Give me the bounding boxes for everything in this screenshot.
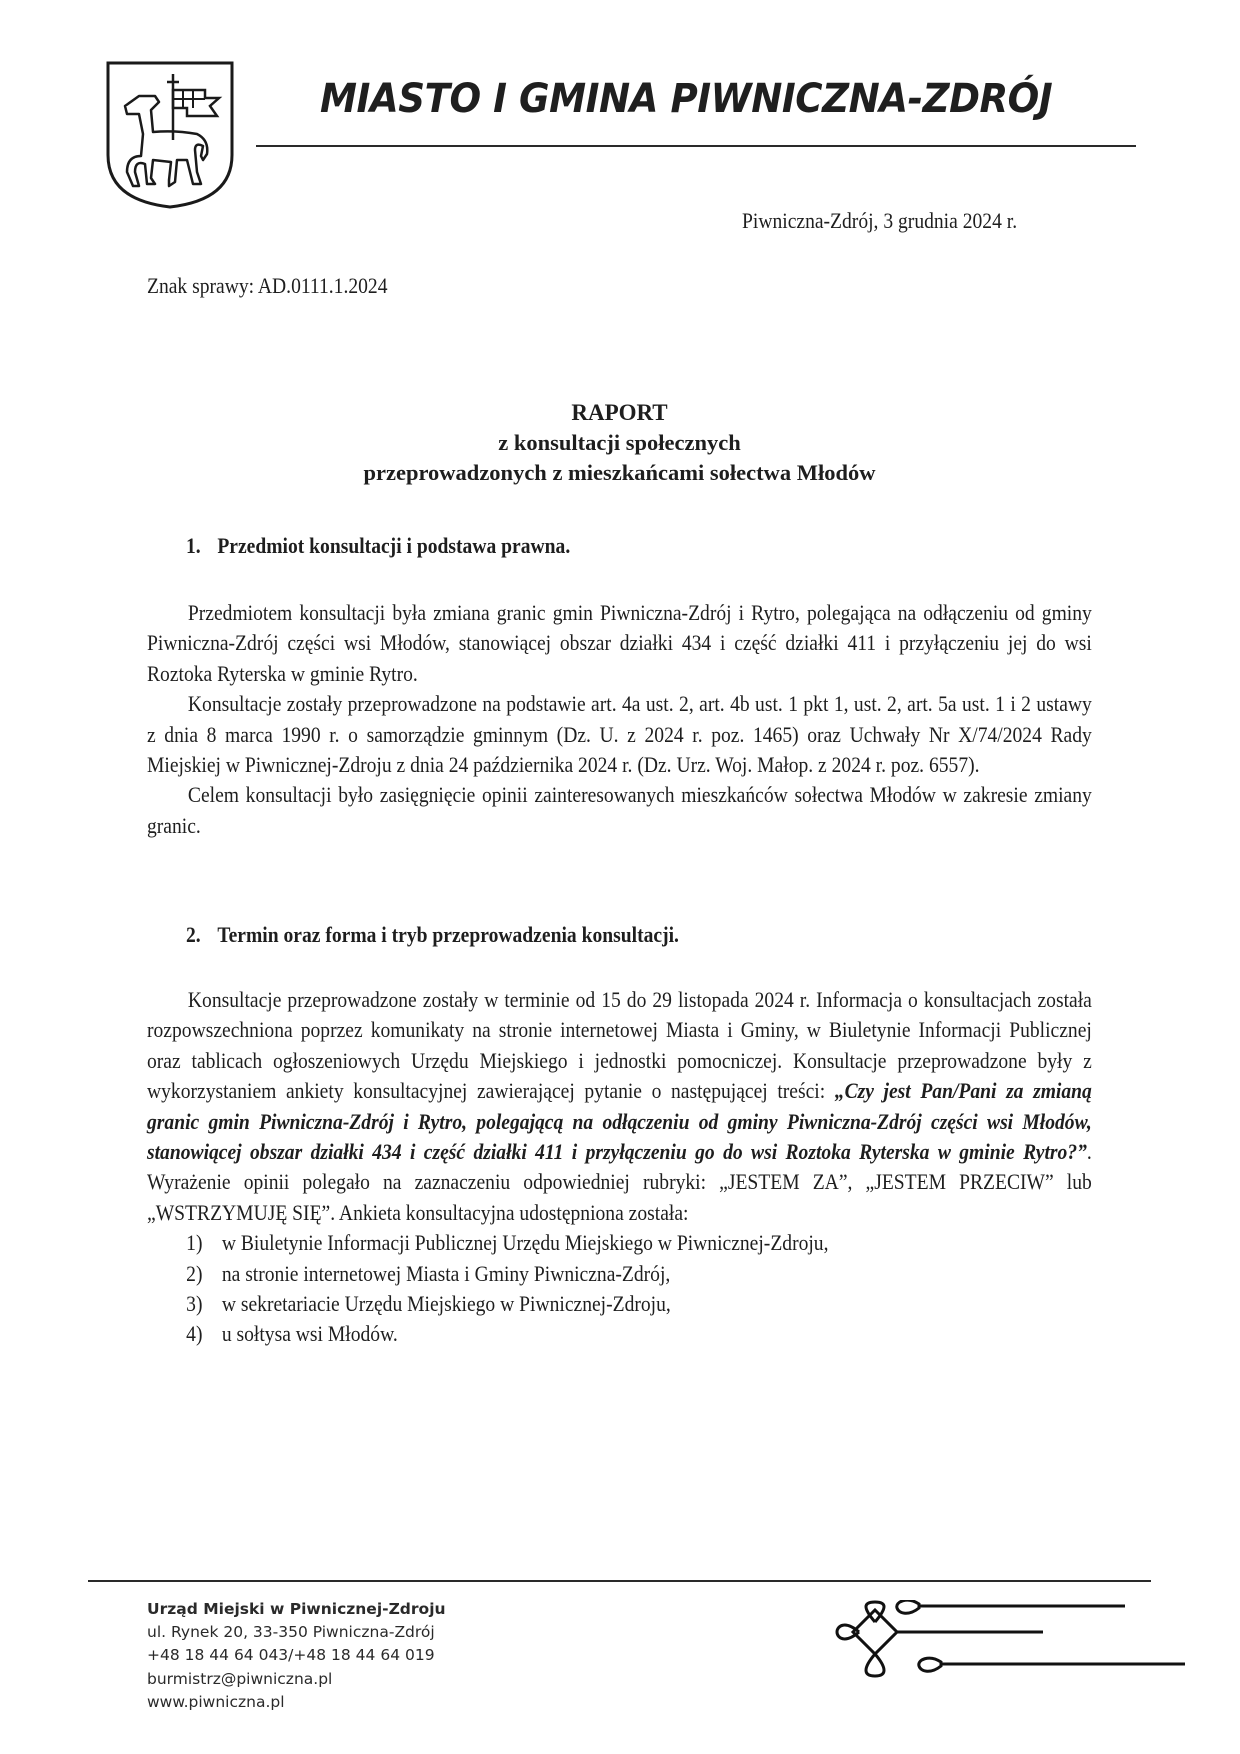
report-title-block [147, 398, 1092, 488]
list-text: u sołtysa wsi Młodów. [221, 1321, 398, 1347]
footer-email[interactable]: burmistrz@piwniczna.pl [147, 1669, 333, 1688]
paragraph-text: Konsultacje przeprowadzone zostały w terminie od 15 do 29 listopada 2024 r. Informacja o konsultacjach została rozpowszechniona poprzez komunikaty na stronie internetowej Miasta i Gminy, w Biuletynie Informacji Publicznej oraz tablicach ogłoszeniowych Urzędu Miejskiego i jednostki pomocniczej. Konsultacje przeprowadzone były z wykorzystaniem ankiety konsultacyjnej zawierającej pytanie o następującej treści: [147, 987, 1092, 1104]
survey-question: „Czy jest Pan/Pani za zmianą granic gmin Piwniczna-Zdrój i Rytro, polegającą na odłączeniu od gminy Piwniczna-Zdrój części wsi Młodów, stanowiącej obszar działki 434 i część działki 411 i przyłączeniu go do wsi Roztoka Ryterska w gminie Rytro?” [147, 1078, 1092, 1165]
list-number: 4) [186, 1321, 203, 1347]
list-number: 2) [186, 1260, 203, 1286]
section-title: Przedmiot konsultacji i podstawa prawna. [217, 533, 571, 558]
case-reference [147, 271, 423, 301]
list-text: w Biuletynie Informacji Publicznej Urzędu Miejskiego w Piwnicznej-Zdroju, [221, 1230, 829, 1256]
decorative-knot-icon [835, 1600, 1195, 1715]
list-item [147, 1259, 1092, 1289]
organization-title: MIASTO I GMINA PIWNICZNA-ZDRÓJ [320, 76, 1053, 122]
footer-divider [88, 1580, 1151, 1582]
paragraph: Celem konsultacji było zasięgnięcie opinii zainteresowanych mieszkańców sołectwa Młodów w zakresie zmiany granic. [147, 782, 1092, 838]
list-item [147, 1319, 1092, 1349]
footer-org-name: Urząd Miejski w Piwnicznej-Zdroju [147, 1600, 446, 1618]
paragraph: Przedmiotem konsultacji była zmiana granic gmin Piwniczna-Zdrój i Rytro, polegająca na odłączeniu od gminy Piwniczna-Zdrój części wsi Młodów, stanowiącej obszar działki 434 i część działki 411 i przyłączeniu jej do wsi Roztoka Ryterska w gminie Rytro. [147, 600, 1092, 686]
section-1-body [147, 598, 1092, 841]
place-date-text: Piwniczna-Zdrój, 3 grudnia 2024 r. [742, 208, 1018, 233]
section-2-body [147, 985, 1092, 1350]
footer-phones: +48 18 44 64 043/+48 18 44 64 019 [147, 1646, 435, 1665]
footer-address: ul. Rynek 20, 33-350 Piwniczna-Zdrój [147, 1623, 435, 1642]
list-item [147, 1289, 1092, 1319]
case-reference-text: Znak sprawy: AD.0111.1.2024 [147, 273, 388, 298]
list-item [147, 1228, 1092, 1258]
report-title: RAPORT [571, 400, 668, 425]
list-text: na stronie internetowej Miasta i Gminy Piwniczna-Zdrój, [221, 1260, 671, 1286]
paragraph [147, 985, 1092, 1228]
footer-contact [147, 1598, 446, 1714]
paragraph: Konsultacje zostały przeprowadzone na podstawie art. 4a ust. 2, art. 4b ust. 1 pkt 1, ust. 2, art. 5a ust. 1 i 2 ustawy z dnia 8 marca 1990 r. o samorządzie gminnym (Dz. U. z 2024 r. poz. 1465) oraz Uchwały Nr X/74/2024 Rady Miejskiej w Piwnicznej-Zdroju z dnia 24 października 2024 r. (Dz. Urz. Woj. Małop. z 2024 r. poz. 6557). [147, 691, 1092, 778]
footer-website[interactable]: www.piwniczna.pl [147, 1692, 285, 1711]
section-title: Termin oraz forma i tryb przeprowadzenia konsultacji. [217, 922, 679, 947]
report-subtitle-2: przeprowadzonych z mieszkańcami sołectwa Młodów [363, 460, 876, 485]
section-2-heading [186, 920, 753, 950]
section-1-heading [186, 531, 628, 561]
place-and-date [742, 206, 1058, 236]
list-number: 3) [186, 1291, 203, 1317]
section-number: 1. [186, 533, 201, 558]
coat-of-arms-icon [105, 60, 235, 210]
report-subtitle: z konsultacji społecznych [498, 430, 741, 455]
list-number: 1) [186, 1230, 203, 1256]
list-text: w sekretariacie Urzędu Miejskiego w Piwnicznej-Zdroju, [221, 1291, 671, 1317]
header-divider [256, 145, 1136, 147]
paragraph-text: . Wyrażenie opinii polegało na zaznaczeniu odpowiedniej rubryki: „JESTEM ZA”, „JESTEM PRZECIW” lub „WSTRZYMUJĘ SIĘ”. Ankieta konsultacyjna udostępniona została: [147, 1139, 1092, 1225]
section-number: 2. [186, 922, 201, 947]
availability-list [147, 1228, 1092, 1350]
